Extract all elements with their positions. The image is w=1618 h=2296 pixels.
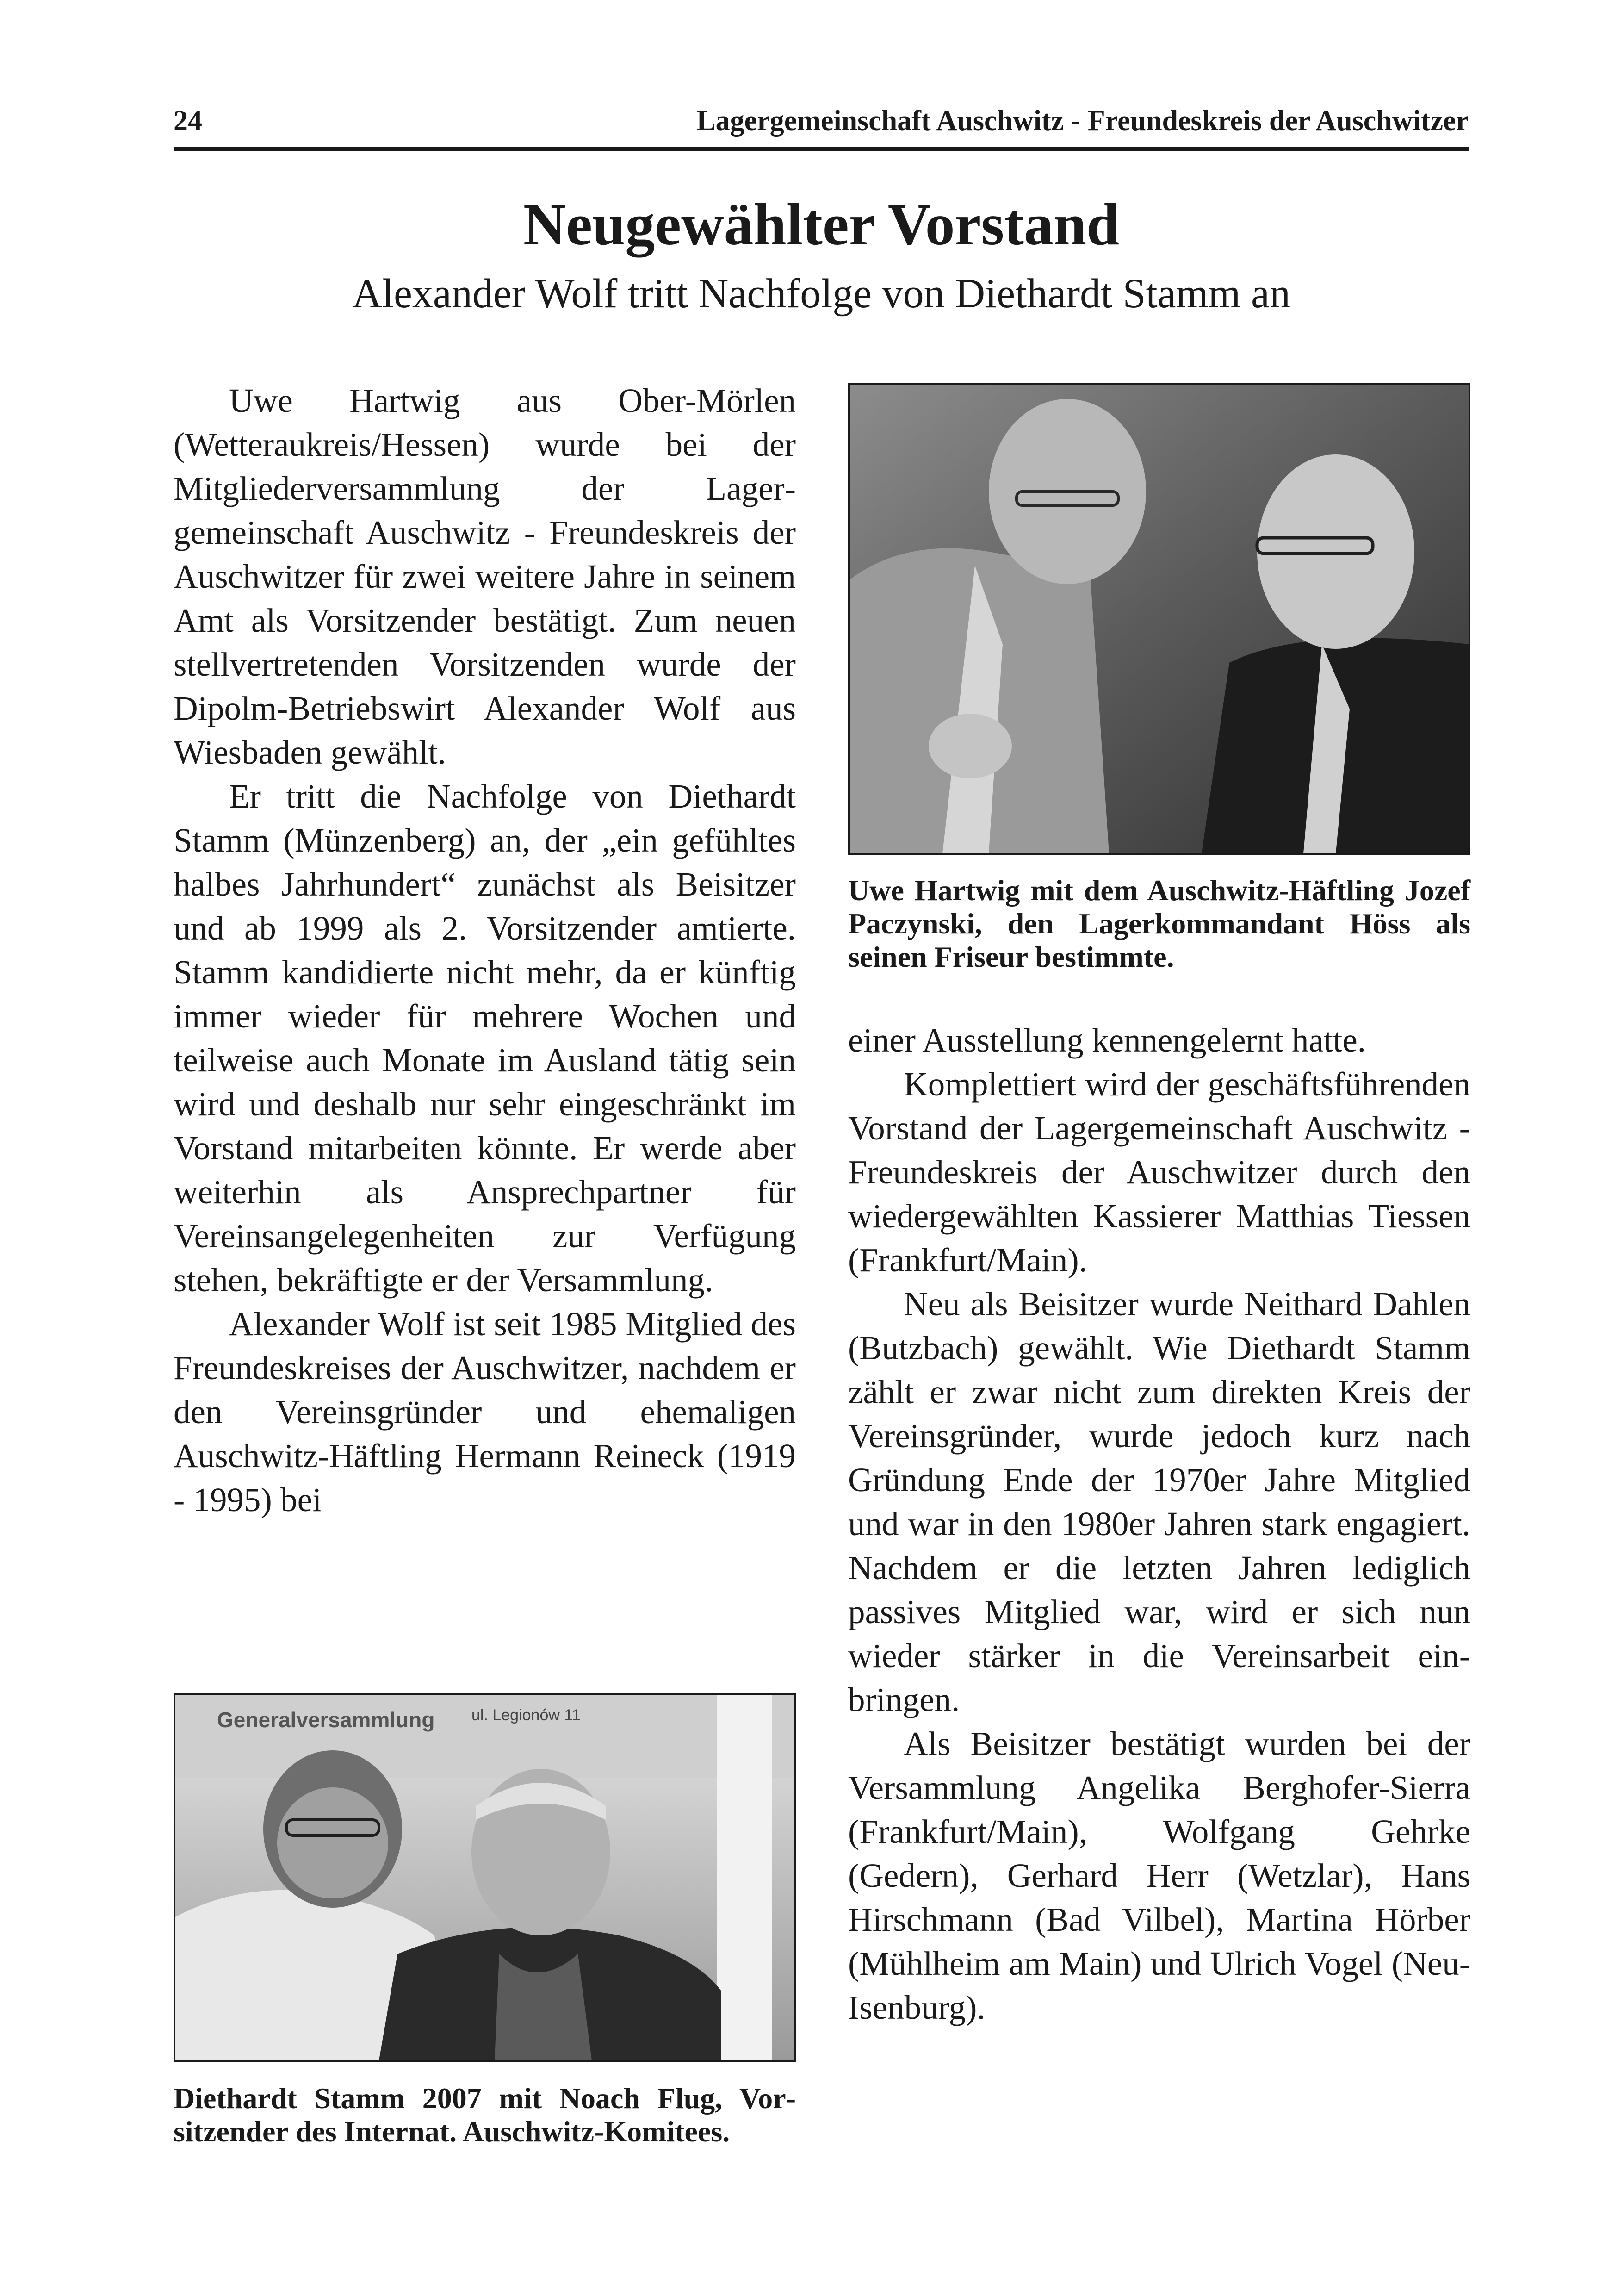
photo-image xyxy=(175,1695,794,2060)
running-title: Lagergemeinschaft Auschwitz - Freundeskreis der Auschwitzer xyxy=(696,105,1469,137)
paragraph: Er tritt die Nachfolge von Diethardt Stamm (Münzenberg) an, der „ein gefühltes halbes Jahrhundert“ zunächst als Beisitzer und ab 1999 als 2. Vorsitzender amtierte. Stamm kandidierte nicht mehr, da er künftig immer wieder für mehrere Wochen und teilweise auch Monate im Ausland tätig sein wird und deshalb nur sehr eingeschränkt im Vorstand mitarbeiten könnte. Er werde aber weiterhin als Ansprechpartner für Vereinsangelegenheiten zur Verfügung stehen, bekräftigte er der Versammlung. xyxy=(174,778,796,1299)
article-headline: Neugewählter Vorstand xyxy=(523,192,1120,257)
header-rule xyxy=(174,147,1469,151)
paragraph: Als Beisitzer bestätigt wurden bei der Versammlung Angelika Berghofer-Sierra (Frankfurt/Main), Wolfgang Gehrke (Gedern), Gerhard Herr (Wetzlar), Hans Hirschmann (Bad Vilbel), Martina Hörber (Mühlheim am Main) und Ulrich Vogel (Neu-Isenburg). xyxy=(848,1725,1470,2026)
right-column xyxy=(848,1018,1470,2029)
photo-caption-top: Uwe Hartwig mit dem Auschwitz-Häftling Jozef Paczynski, den Lagerkommandant Höss als seinen Friseur bestimmte. xyxy=(848,874,1470,973)
paragraph: Neu als Beisitzer wurde Neithard Dahlen (Butzbach) gewählt. Wie Diethardt Stamm zählt er zwar nicht zum direkten Kreis der Vereinsgründer, wurde jedoch kurz nach Gründung Ende der 1970er Jahre Mitglied und war in den 1980er Jahren stark engagiert. Nachdem er die letzten Jahren lediglich passives Mitglied war, wird er sich nun wieder stärker in die Vereinsarbeit einbringen. xyxy=(848,1285,1470,1718)
photo-stamm-flug xyxy=(174,1693,796,2062)
photo-hartwig-paczynski xyxy=(848,383,1470,855)
article-subheadline: Alexander Wolf tritt Nachfolge von Diethardt Stamm an xyxy=(352,271,1291,317)
photo-caption-bottom: Diethardt Stamm 2007 mit Noach Flug, Vorsitzender des Internat. Auschwitz-Komitees. xyxy=(174,2082,796,2148)
paragraph: Komplettiert wird der geschäftsführenden Vorstand der Lagergemeinschaft Auschwitz - Freundeskreis der Auschwitzer durch den wiedergewählten Kassierer Matthias Tiessen (Frankfurt/Main). xyxy=(848,1065,1470,1279)
page-number: 24 xyxy=(174,105,202,137)
paragraph: Uwe Hartwig aus Ober-Mörlen (Wetteraukreis/Hessen) wurde bei der Mitgliederversammlung der Lagergemeinschaft Auschwitz - Freundeskreis der Auschwitzer für zwei weitere Jahre in seinem Amt als Vorsitzender bestätigt. Zum neuen stellvertretenden Vorsitzenden wurde der Dipolm-Betriebswirt Alexander Wolf aus Wiesbaden gewählt. xyxy=(174,382,796,771)
paragraph: einer Ausstellung kennengelernt hatte. xyxy=(848,1021,1366,1059)
paragraph: Alexander Wolf ist seit 1985 Mitglied des Freundeskreises der Auschwitzer, nachdem er den Vereinsgründer und ehemaligen Auschwitz-Häftling Hermann Reineck (1919 - 1995) bei xyxy=(174,1305,796,1518)
sign-text: Generalversammlung xyxy=(217,1708,435,1732)
photo-image xyxy=(850,385,1469,853)
sign-text: ul. Legionów 11 xyxy=(471,1706,581,1724)
left-column xyxy=(174,379,796,1522)
